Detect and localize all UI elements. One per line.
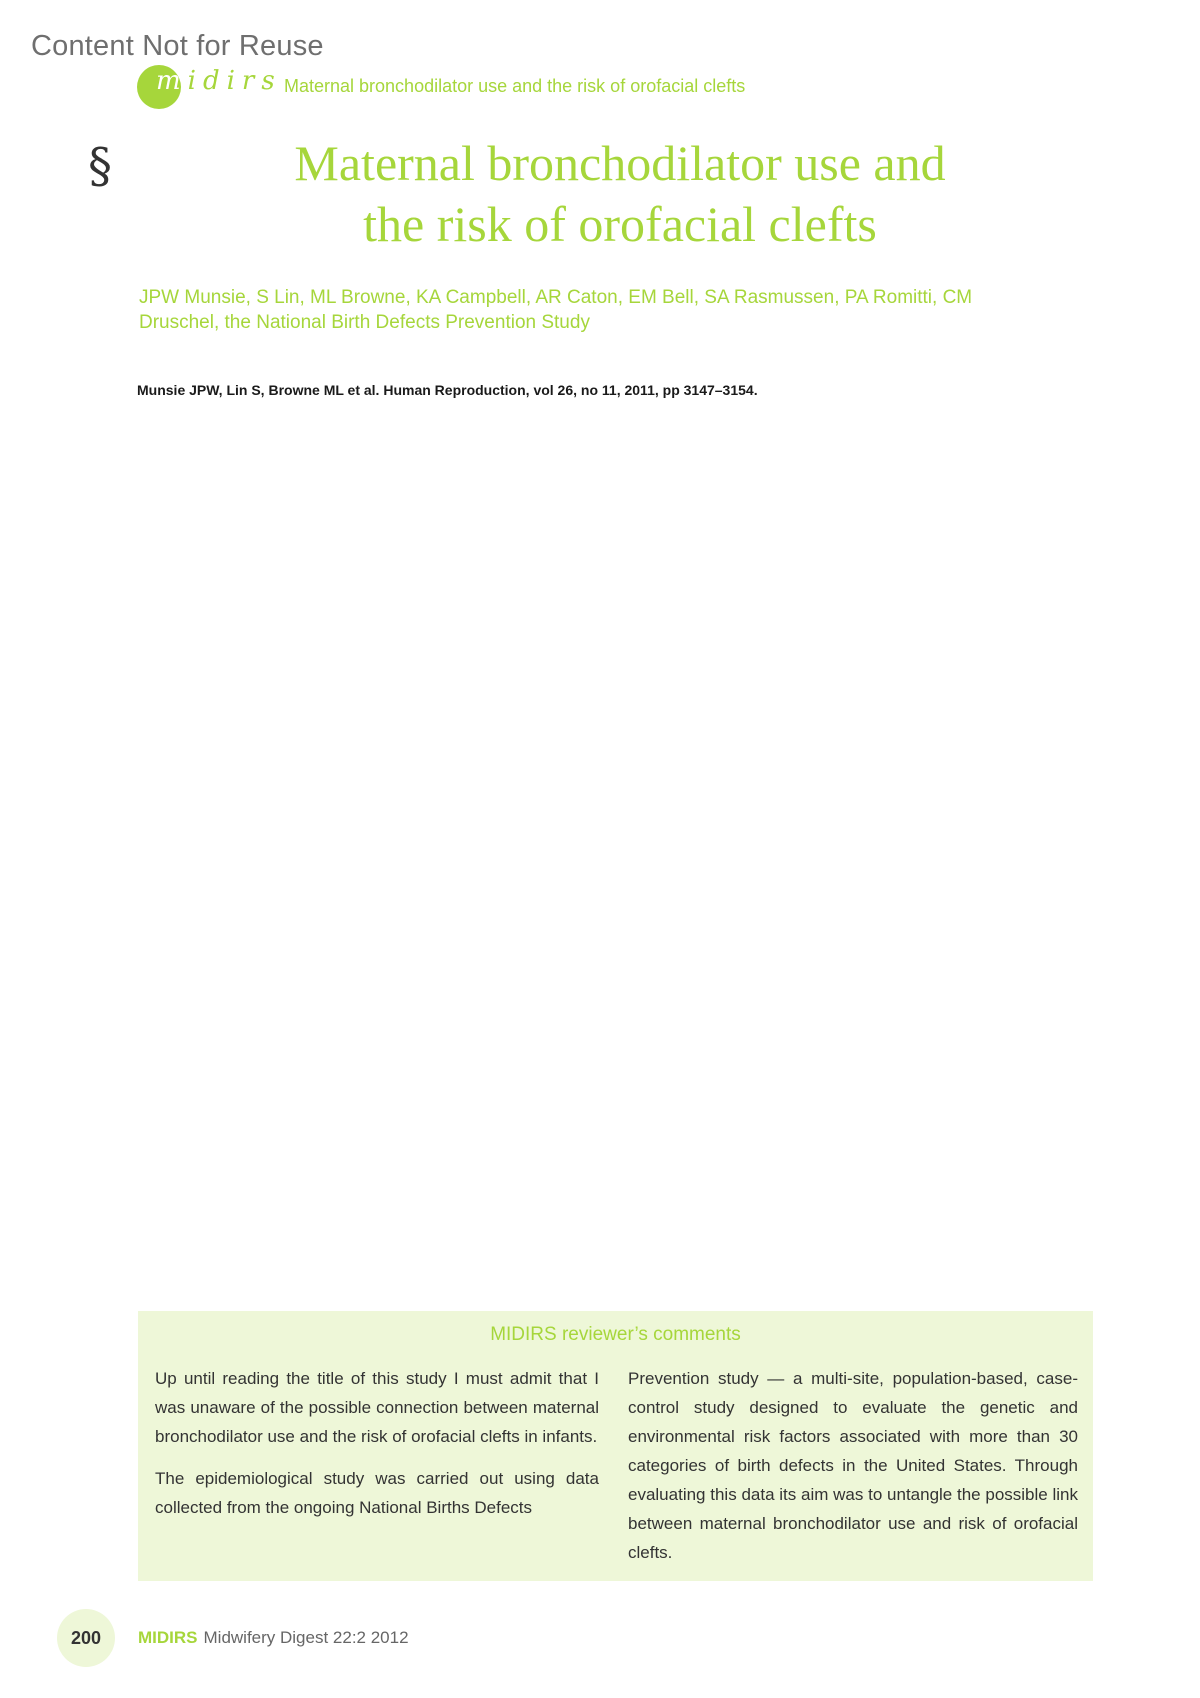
reviewer-paragraph: Prevention study — a multi-site, population-based, case-control study designed to evaluate the genetic and environmental risk factors associated with more than 30 categories of birth defects in the United States. Through evaluating this data its aim was to untangle the possible link between maternal bronchodilator use and risk of orofacial clefts. <box>628 1369 1078 1562</box>
page-header <box>137 63 746 111</box>
watermark-text: Content Not for Reuse <box>31 30 324 62</box>
article-title-line-2: the risk of orofacial clefts <box>363 196 877 252</box>
running-title: Maternal bronchodilator use and the risk of orofacial clefts <box>284 76 746 96</box>
reviewer-paragraph: Up until reading the title of this study I must admit that I was unaware of the possible connection between maternal bronchodilator use and the risk of orofacial clefts in infants. <box>155 1369 599 1446</box>
logo-rest-letters: idirs <box>187 66 282 96</box>
midirs-logo-text <box>156 66 282 96</box>
reviewer-paragraph: The epidemiological study was carried out using data collected from the ongoing National Births Defects <box>155 1469 599 1517</box>
author-list: JPW Munsie, S Lin, ML Browne, KA Campbell, AR Caton, EM Bell, SA Rasmussen, PA Romitti, CM Druschel, the National Birth Defects Prevention Study <box>139 287 973 333</box>
reviewer-comments-left-column <box>155 1364 599 1535</box>
page-footer <box>57 1609 409 1667</box>
page-number: 200 <box>57 1609 115 1667</box>
reviewer-comments-heading: MIDIRS reviewer’s comments <box>490 1324 741 1345</box>
logo-first-letter: m <box>156 66 188 96</box>
footer-brand: MIDIRS <box>138 1628 198 1647</box>
reviewer-comments-right-column <box>628 1364 1078 1580</box>
footer-journal: Midwifery Digest 22:2 2012 <box>203 1628 409 1647</box>
reviewer-comments-box <box>138 1311 1093 1581</box>
section-mark-icon: § <box>88 138 112 194</box>
article-title <box>140 133 1100 255</box>
citation: Munsie JPW, Lin S, Browne ML et al. Human Reproduction, vol 26, no 11, 2011, pp 3147–3154. <box>137 382 758 398</box>
article-title-line-1: Maternal bronchodilator use and <box>294 135 946 191</box>
